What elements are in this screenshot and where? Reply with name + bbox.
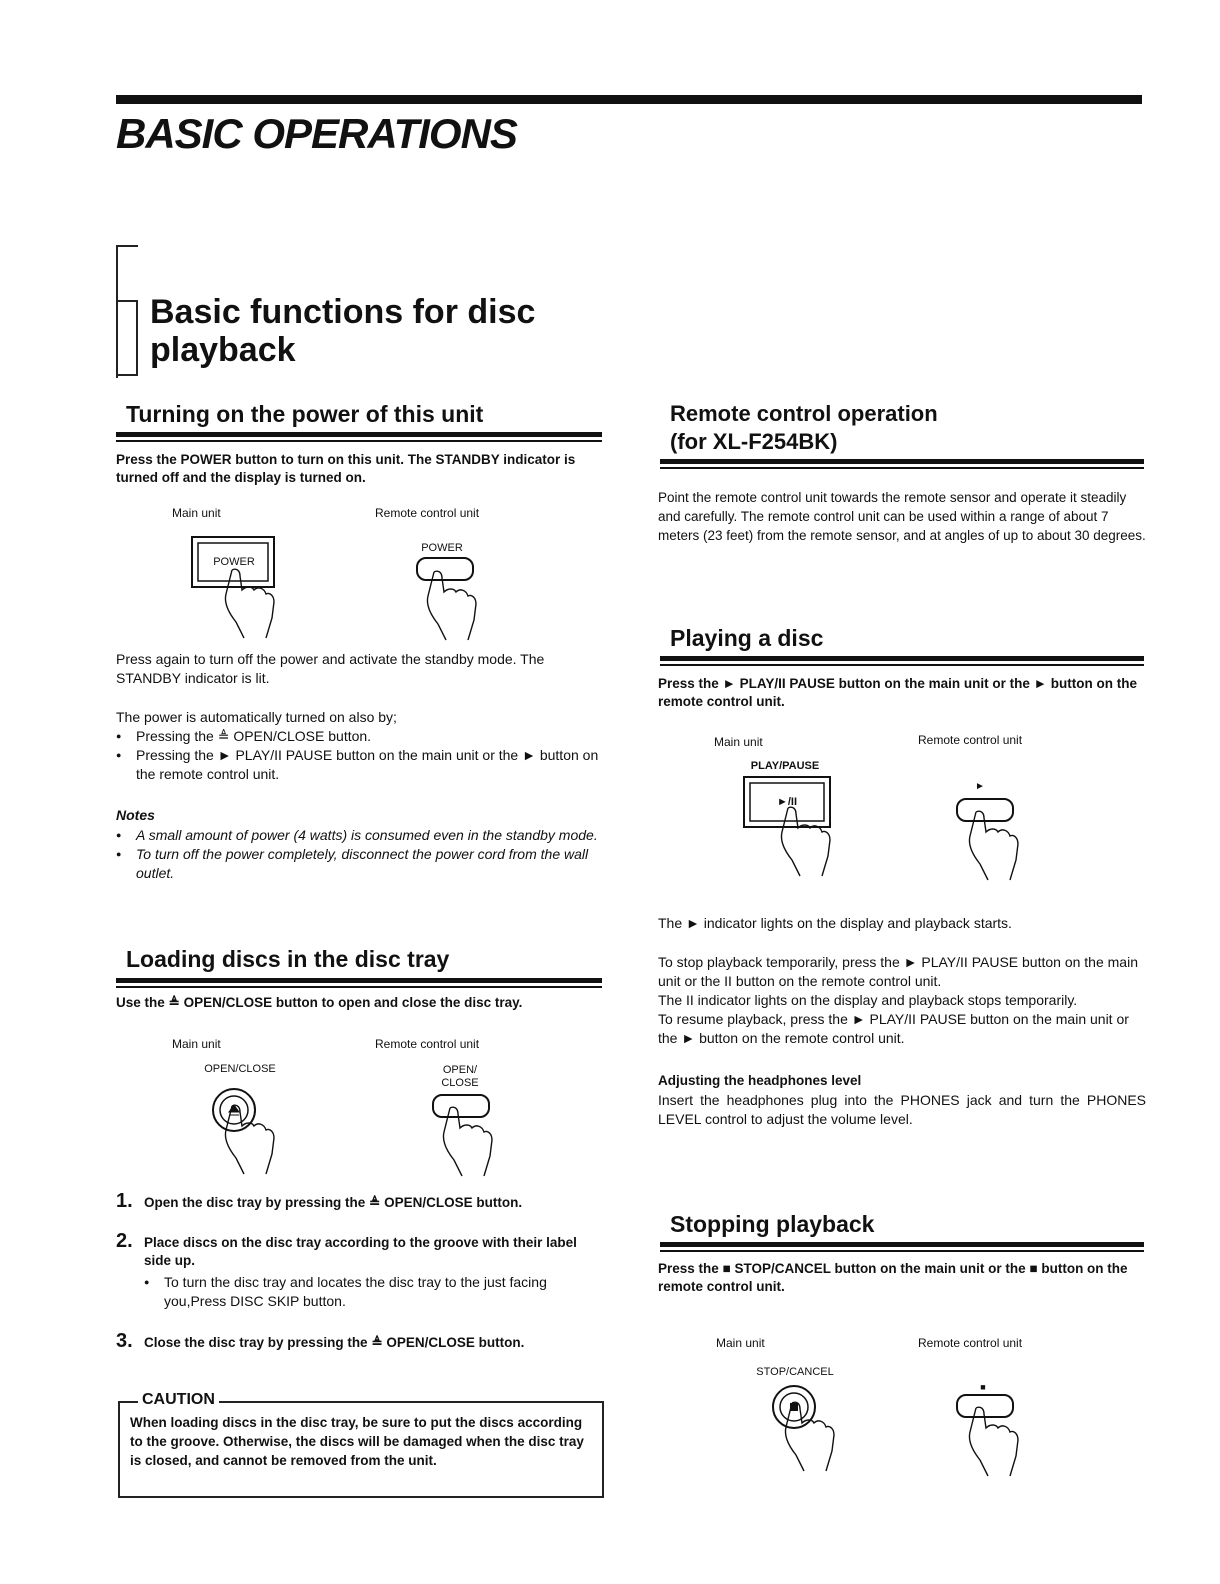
header-rule: [116, 95, 1142, 104]
section-rule: [660, 1250, 1144, 1252]
step-text: Close the disc tray by pressing the ≜ OPEN/CLOSE button.: [144, 1335, 525, 1350]
open-close-remote-label-2: CLOSE: [441, 1077, 479, 1089]
notes-title: Notes: [116, 807, 155, 823]
list-item: ● A small amount of power (4 watts) is consumed even in the standby mode.: [114, 826, 608, 845]
stop-remote-label: ■: [980, 1382, 986, 1392]
headphones-text: Insert the headphones plug into the PHONES jack and turn the PHONES LEVEL control to adjust the volume level.: [658, 1092, 1146, 1127]
play-pause-icon: ►/II: [776, 796, 798, 808]
playing-section-title: Playing a disc: [670, 625, 824, 651]
power-remote-label: Remote control unit: [375, 506, 480, 520]
power-section-title: Turning on the power of this unit: [126, 401, 484, 427]
playing-para-1: The ► indicator lights on the display and playback starts.: [658, 915, 1012, 931]
power-main-button-label: POWER: [213, 556, 255, 568]
hand-pointer-icon: [424, 570, 484, 645]
step-number: 2.: [116, 1230, 133, 1252]
playing-lead: Press the ► PLAY/II PAUSE button on the main unit or the ► button on the remote control unit.: [658, 676, 1137, 709]
hand-pointer-icon: [222, 1104, 282, 1179]
open-close-main-label: OPEN/CLOSE: [204, 1063, 276, 1075]
section-rule: [660, 664, 1144, 666]
section-rule: [660, 467, 1144, 469]
playing-para-2: To stop playback temporarily, press the ► PLAY/II PAUSE button on the main unit or the II button on the remote control unit.: [658, 954, 1138, 989]
hand-pointer-icon: [966, 1406, 1026, 1481]
play-remote-label: ►: [975, 781, 985, 792]
power-main-label: Main unit: [172, 506, 221, 520]
stopping-remote-label: Remote control unit: [918, 1336, 1023, 1350]
section-rule: [116, 978, 602, 983]
remote-text: Point the remote control unit towards the remote sensor and operate it steadily and carefully. The remote control unit can be used within a range of about 7 meters (23 feet) from the remote sensor, and at angles of up to about 30 degrees.: [658, 490, 1146, 543]
step-text: Open the disc tray by pressing the ≜ OPEN/CLOSE button.: [144, 1195, 523, 1210]
caution-title: CAUTION: [138, 1391, 219, 1409]
playing-main-label: Main unit: [714, 735, 763, 749]
step-number: 3.: [116, 1330, 133, 1352]
loading-section-title: Loading discs in the disc tray: [126, 946, 450, 972]
playing-para-3: The II indicator lights on the display and playback stops temporarily.: [658, 992, 1078, 1008]
step2-bullets: [142, 1273, 608, 1311]
loading-remote-label: Remote control unit: [375, 1037, 480, 1051]
page-title: BASIC OPERATIONS: [116, 110, 517, 157]
stopping-main-label: Main unit: [716, 1336, 765, 1350]
play-pause-main-label: PLAY/PAUSE: [750, 760, 820, 772]
headphones-title: Adjusting the headphones level: [658, 1073, 862, 1088]
stopping-lead: Press the ■ STOP/CANCEL button on the main unit or the ■ button on the remote control unit.: [658, 1261, 1128, 1294]
power-para-1: Press again to turn off the power and activate the standby mode. The STANDBY indicator is lit.: [116, 651, 545, 686]
power-lead: Press the POWER button to turn on this unit. The STANDBY indicator is turned off and the display is turned on.: [116, 452, 576, 485]
remote-section-title-1: Remote control operation: [670, 401, 938, 426]
remote-section-title-2: (for XL-F254BK): [670, 429, 838, 454]
chapter-tab: [116, 300, 138, 376]
section-rule: [116, 432, 602, 437]
hand-pointer-icon: [782, 1401, 842, 1476]
playing-remote-label: Remote control unit: [918, 733, 1023, 747]
hand-pointer-icon: [222, 568, 282, 643]
stopping-section-title: Stopping playback: [670, 1211, 875, 1237]
hand-pointer-icon: [778, 806, 838, 881]
power-para-2: The power is automatically turned on also by;: [116, 709, 397, 725]
list-item: ● Pressing the ► PLAY/II PAUSE button on the main unit or the ► button on the remote control unit.: [114, 746, 608, 784]
section-rule: [660, 656, 1144, 661]
loading-lead: Use the ≜ OPEN/CLOSE button to open and close the disc tray.: [116, 995, 523, 1010]
hand-pointer-icon: [440, 1106, 500, 1181]
chapter-title: Basic functions for disc playback: [150, 293, 536, 369]
list-item: ● To turn the disc tray and locates the disc tray to the just facing you,Press DISC SKIP button.: [142, 1273, 608, 1311]
open-close-remote-label-1: OPEN/: [442, 1064, 478, 1076]
power-remote-button-label: POWER: [421, 542, 463, 554]
notes-list: [114, 826, 608, 883]
playing-para-4: To resume playback, press the ► PLAY/II PAUSE button on the main unit or the ► button on the remote control unit.: [658, 1011, 1129, 1046]
loading-main-label: Main unit: [172, 1037, 221, 1051]
list-item: ● To turn off the power completely, disconnect the power cord from the wall outlet.: [114, 845, 608, 883]
hand-pointer-icon: [966, 810, 1026, 885]
section-rule: [116, 986, 602, 988]
stop-main-label: STOP/CANCEL: [756, 1366, 834, 1378]
step-text: Place discs on the disc tray according to the groove with their label side up.: [144, 1235, 577, 1268]
caution-text: When loading discs in the disc tray, be sure to put the discs according to the groove. Otherwise, the discs will be damaged when the disc tray is closed, and cannot be removed from the unit.: [130, 1415, 584, 1468]
step-number: 1.: [116, 1190, 133, 1212]
section-rule: [660, 1242, 1144, 1247]
list-item: ● Pressing the ≜ OPEN/CLOSE button.: [114, 727, 608, 746]
section-rule: [660, 459, 1144, 464]
power-bullets: [114, 727, 608, 784]
section-rule: [116, 440, 602, 442]
